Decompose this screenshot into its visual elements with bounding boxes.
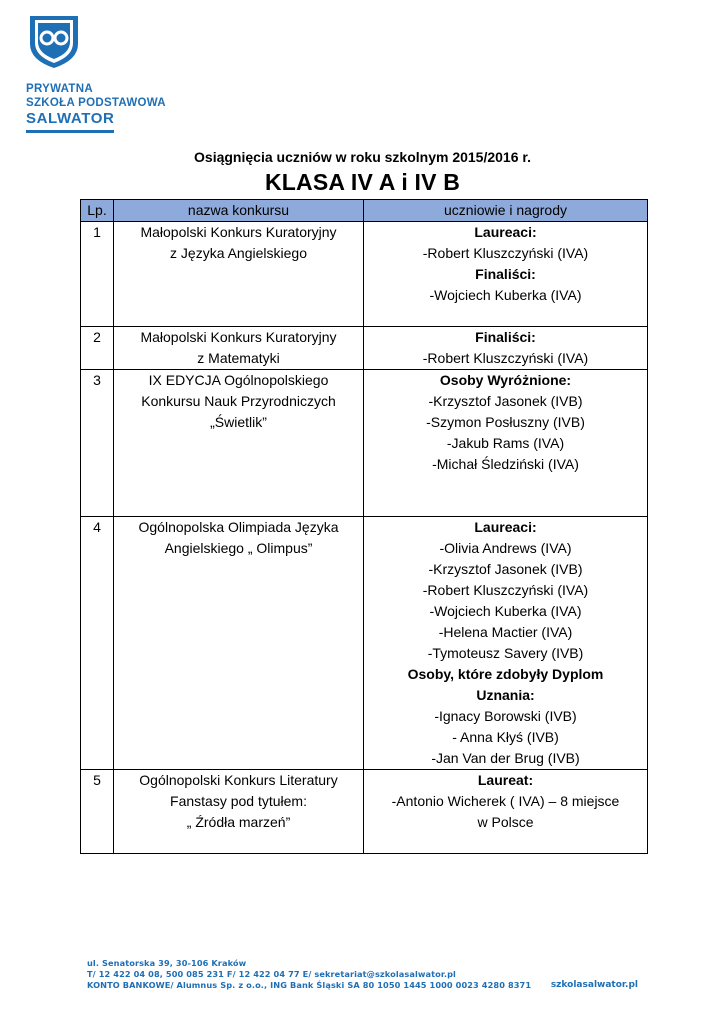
- footer-address: ul. Senatorska 39, 30-106 Kraków: [87, 958, 247, 968]
- award-category: Uznania:: [476, 687, 535, 703]
- award-category: Laureat:: [477, 772, 534, 788]
- contest-name: [114, 222, 364, 327]
- contest-name-line: Małopolski Konkurs Kuratoryjny: [140, 329, 337, 345]
- header-awards: uczniowie i nagrody: [364, 200, 648, 222]
- shield-icon: [26, 14, 82, 70]
- contest-name-line: „ Źródła marzeń”: [186, 814, 291, 830]
- student-entry: -Olivia Andrews (IVA): [439, 540, 572, 556]
- row-number: 5: [81, 770, 114, 854]
- header-lp: Lp.: [81, 200, 114, 222]
- contest-name-line: Małopolski Konkurs Kuratoryjny: [140, 224, 337, 240]
- student-entry: -Wojciech Kuberka (IVA): [429, 287, 582, 303]
- award-category: Osoby Wyróżnione:: [439, 372, 572, 388]
- table-row: [81, 517, 648, 770]
- contest-name-line: Angielskiego „ Olimpus”: [164, 540, 313, 556]
- students-awards: [364, 327, 648, 370]
- award-category: Laureaci:: [474, 519, 537, 535]
- table-row: [81, 327, 648, 370]
- page-subtitle: Osiągnięcia uczniów w roku szkolnym 2015/2016 r.: [194, 149, 531, 165]
- contest-name-line: „Świetlik”: [210, 414, 267, 430]
- page-title: KLASA IV A i IV B: [264, 169, 461, 195]
- student-entry: -Tymoteusz Savery (IVB): [427, 645, 584, 661]
- school-logo: [26, 14, 166, 133]
- table-row: [81, 770, 648, 854]
- row-number: 3: [81, 370, 114, 517]
- contest-name-line: z Matematyki: [197, 350, 280, 366]
- school-name-line2: SZKOŁA PODSTAWOWA: [26, 97, 166, 109]
- award-category: Laureaci:: [474, 224, 537, 240]
- contest-name-line: Konkursu Nauk Przyrodniczych: [141, 393, 336, 409]
- contest-name-line: z Języka Angielskiego: [170, 245, 307, 261]
- contest-name-line: Ogólnopolska Olimpiada Języka: [138, 519, 339, 535]
- contest-name: [114, 370, 364, 517]
- school-name: [26, 82, 166, 133]
- row-number: 2: [81, 327, 114, 370]
- student-entry: -Antonio Wicherek ( IVA) – 8 miejsce: [391, 793, 620, 809]
- footer-website: szkolasalwator.pl: [550, 980, 638, 990]
- student-entry: -Jan Van der Brug (IVB): [431, 750, 580, 766]
- contest-name-line: Ogólnopolski Konkurs Literatury: [139, 772, 338, 788]
- logo-underline: [26, 130, 114, 133]
- students-awards: [364, 517, 648, 770]
- student-entry: -Robert Kluszczyński (IVA): [422, 582, 589, 598]
- student-entry: -Robert Kluszczyński (IVA): [422, 245, 589, 261]
- award-category: Finaliści:: [475, 266, 536, 282]
- student-entry: -Ignacy Borowski (IVB): [434, 708, 577, 724]
- school-name-line3: SALWATOR: [26, 110, 115, 127]
- student-entry: w Polsce: [477, 814, 534, 830]
- row-number: 1: [81, 222, 114, 327]
- student-entry: - Anna Kłyś (IVB): [452, 729, 559, 745]
- student-entry: -Jakub Rams (IVA): [446, 435, 565, 451]
- contest-name-line: IX EDYCJA Ogólnopolskiego: [148, 372, 329, 388]
- footer-phones: T/ 12 422 04 08, 500 085 231 F/ 12 422 04 77 E/ sekretariat@szkolasalwator.pl: [87, 969, 456, 979]
- footer-bank: KONTO BANKOWE/ Alumnus Sp. z o.o., ING Bank Śląski SA 80 1050 1445 1000 0023 4280 8371: [87, 980, 532, 990]
- award-category: Osoby, które zdobyły Dyplom: [407, 666, 604, 682]
- contest-name: [114, 770, 364, 854]
- student-entry: -Michał Śledziński (IVA): [432, 456, 579, 472]
- contest-name: [114, 327, 364, 370]
- student-entry: -Krzysztof Jasonek (IVB): [428, 393, 583, 409]
- contest-name: [114, 517, 364, 770]
- award-category: Finaliści:: [475, 329, 536, 345]
- table-row: [81, 222, 648, 327]
- row-number: 4: [81, 517, 114, 770]
- table-header-row: [81, 200, 648, 222]
- footer-contact: [87, 958, 531, 991]
- students-awards: [364, 222, 648, 327]
- student-entry: -Krzysztof Jasonek (IVB): [428, 561, 583, 577]
- student-entry: -Wojciech Kuberka (IVA): [429, 603, 582, 619]
- student-entry: -Szymon Posłuszny (IVB): [426, 414, 585, 430]
- students-awards: [364, 770, 648, 854]
- table-row: [81, 370, 648, 517]
- students-awards: [364, 370, 648, 517]
- achievements-table: [80, 199, 648, 854]
- contest-name-line: Fanstasy pod tytułem:: [170, 793, 307, 809]
- header-contest: nazwa konkursu: [114, 200, 364, 222]
- student-entry: -Robert Kluszczyński (IVA): [422, 350, 589, 366]
- school-name-line1: PRYWATNA: [26, 83, 93, 95]
- student-entry: -Helena Mactier (IVA): [438, 624, 573, 640]
